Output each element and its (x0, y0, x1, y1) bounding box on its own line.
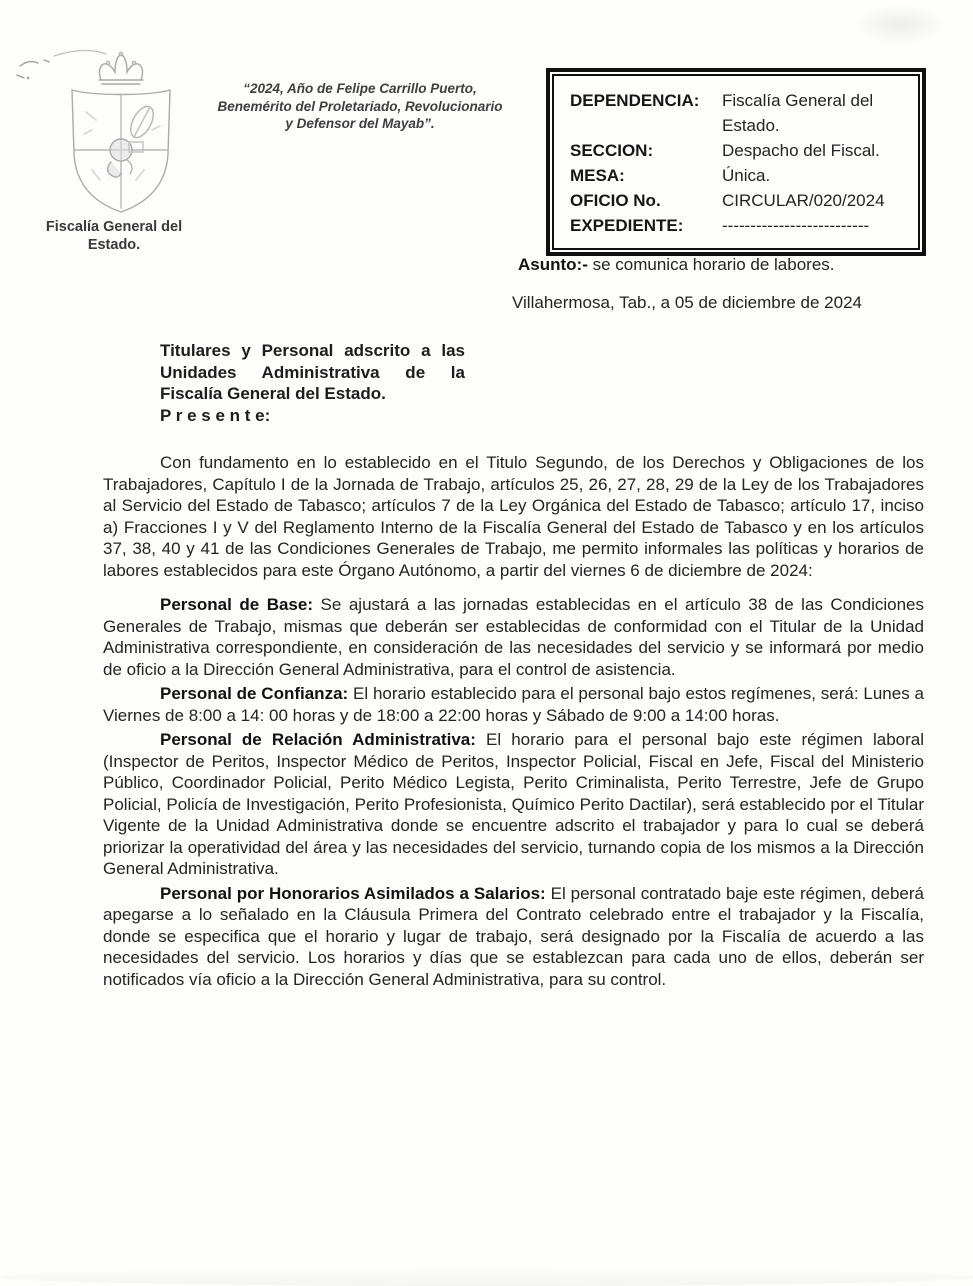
info-label: OFICIO No. (570, 191, 661, 210)
subject-text: se comunica horario de labores. (587, 255, 835, 274)
scan-shadow (0, 1268, 973, 1286)
recipient-salutation: P r e s e n t e: (160, 405, 271, 425)
paragraph-text: El personal contratado baje este régimen, deberá apegarse a lo señalado en la Cláusula Primera del Contrato celebrado entre el trabajador y la Fiscalía, donde se especifica que el horario y lugar de trabajo, será designado por la Fiscalía de acuerdo a las necesidades del servicio. Los horarios y días que se establezcan para cada uno de ellos, deberán ser notificados vía oficio a la Dirección General Administrativa, para su control. (103, 883, 924, 989)
paragraph-honorarios (103, 883, 924, 991)
info-value: Fiscalía General del Estado. (722, 91, 874, 135)
letter-body (103, 452, 924, 993)
motto-line: y Defensor del Mayab”. (285, 116, 435, 131)
crest-caption (14, 218, 214, 254)
subject-line (518, 255, 835, 275)
reference-info-box-inner (552, 74, 920, 250)
info-label: EXPEDIENTE: (570, 216, 684, 235)
info-value: CIRCULAR/020/2024 (722, 191, 885, 210)
info-label: DEPENDENCIA: (570, 91, 700, 110)
reference-info-box (546, 68, 926, 256)
year-motto (200, 80, 520, 133)
recipient-block (160, 340, 465, 426)
motto-line: Benemérito del Proletariado, Revolucionario (217, 98, 503, 114)
paragraph-lead: Personal de Base: (160, 595, 313, 614)
coat-of-arms-icon (14, 38, 214, 228)
info-value: -------------------------- (722, 216, 870, 235)
motto-line: “2024, Año de Felipe Carrillo Puerto, (243, 81, 477, 96)
paragraph-text: Con fundamento en lo establecido en el Titulo Segundo, de los Derechos y Obligaciones de los Trabajadores, Capítulo I de la Jornada de Trabajo, artículos 25, 26, 27, 28, 29 de la Ley de los Trabajadores al Servicio del Estado de Tabasco; artículos 7 de la Ley Orgánica del Estado de Tabasco; artículo 17, inciso a) Fracciones I y V del Reglamento Interno de la Fiscalía General del Estado de Tabasco y en los artículos 37, 38, 40 y 41 de las Condiciones Generales de Trabajo, me permito informales las políticas y horarios de labores establecidos para este Órgano Autónomo, a partir del viernes 6 de diciembre de 2024: (103, 453, 924, 580)
paragraph-lead: Personal de Confianza: (160, 684, 349, 703)
paragraph-text: El horario para el personal bajo este régimen laboral (Inspector de Peritos, Inspector Médico de Peritos, Inspector Policial, Fiscal en Jefe, Fiscal del Ministerio Público, Coordinador Policial, Perito Médico Legista, Perito Criminalista, Perito Terrestre, Jefe de Grupo Policial, Policía de Investigación, Perito Profesionista, Químico Perito Dactilar), será establecido por el Titular Vigente de la Unidad Administrativa donde se encuentre adscrito el trabajador y para lo cual se deberá priorizar la operatividad del área y las necesidades del servicio, turnando copia de los mismos a la Dirección General Administrativa. (103, 730, 925, 878)
paragraph-personal-confianza (103, 683, 924, 726)
paragraph-personal-base (103, 594, 924, 680)
recipient-line: Unidades Administrativa de la (160, 362, 465, 382)
recipient-line: Fiscalía General del Estado. (160, 384, 386, 403)
recipient-line: Titulares y Personal adscrito a las (160, 341, 465, 360)
info-row-mesa (570, 163, 912, 188)
paragraph-lead: Personal de Relación Administrativa: (160, 730, 476, 749)
dateline: Villahermosa, Tab., a 05 de diciembre de 2024 (512, 293, 862, 312)
info-row-expediente (570, 213, 912, 238)
subject-label: Asunto:- (518, 255, 588, 274)
paragraph-lead: Personal por Honorarios Asimilados a Salarios: (160, 883, 546, 903)
info-value: Despacho del Fiscal. (722, 141, 880, 160)
crest-caption-line1: Fiscalía General del (45, 219, 183, 235)
info-label: MESA: (570, 166, 625, 185)
paragraph-fundamento (103, 452, 924, 581)
paragraph-text: Se ajustará a las jornadas establecidas en el artículo 38 de las Condiciones Generales de Trabajo, mismas que deberán ser establecidas de conformidad con el Titular de la Unidad Administrativa correspondiente, en consideración de las necesidades del servicio y se informará por medio de oficio a la Dirección General Administrativa, para el control de asistencia. (103, 595, 924, 679)
info-label: SECCION: (570, 141, 654, 160)
paragraph-relacion-administrativa (103, 729, 924, 880)
info-row-dependencia (570, 88, 912, 138)
scan-smudge (855, 5, 945, 45)
info-row-seccion (570, 138, 912, 163)
paragraph-text: El horario establecido para el personal bajo estos regímenes, será: Lunes a Viernes de 8:00 a 14: 00 horas y de 18:00 a 22:00 horas y Sábado de 9:00 a 14:00 horas. (103, 684, 924, 725)
info-value: Única. (722, 166, 771, 185)
info-row-oficio (570, 188, 912, 213)
crest-caption-line2: Estado. (87, 237, 141, 253)
